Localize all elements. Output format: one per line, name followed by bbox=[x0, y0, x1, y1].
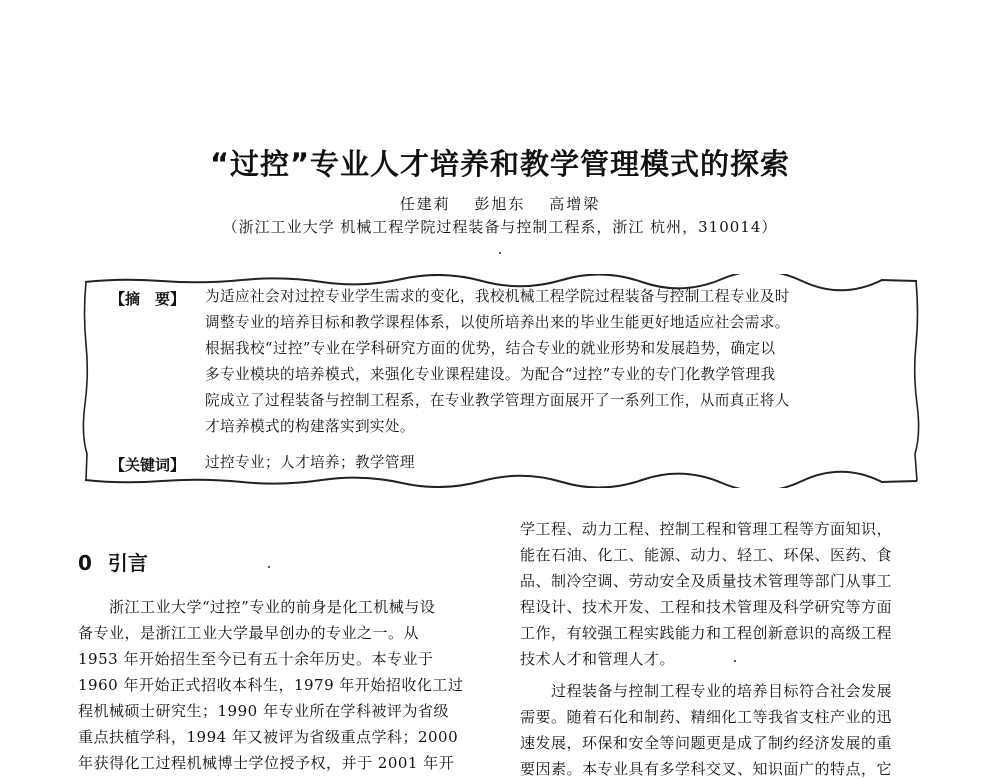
body-line: 程机械硕士研究生；1990 年专业所在学科被评为省级 bbox=[78, 702, 449, 720]
paper-title: “过控”专业人才培养和教学管理模式的探索 bbox=[209, 147, 791, 181]
body-line: 浙江工业大学“过控”专业的前身是化工机械与设 bbox=[78, 598, 436, 616]
abstract-line: 调整专业的培养目标和教学课程体系，以使所培养出来的毕业生能更好地适应社会需求。 bbox=[205, 314, 790, 331]
scan-speck bbox=[734, 660, 736, 662]
body-line: 过程装备与控制工程专业的培养目标符合社会发展 bbox=[520, 682, 893, 700]
abstract-box bbox=[82, 274, 920, 488]
keywords-text: 过控专业；人才培养；教学管理 bbox=[205, 454, 415, 471]
body-line: 程设计、技术开发、工程和技术管理及科学研究等方面 bbox=[520, 598, 893, 616]
body-line: 学工程、动力工程、控制工程和管理工程等方面知识， bbox=[520, 520, 893, 538]
abstract-line: 为适应社会对过控专业学生需求的变化，我校机械工程学院过程装备与控制工程专业及时 bbox=[205, 288, 790, 305]
section-heading bbox=[78, 547, 148, 576]
scan-speck bbox=[499, 252, 501, 254]
body-line: 要因素。本专业具有多学科交叉、知识面广的特点，它 bbox=[520, 760, 893, 778]
body-line: 工作，有较强工程实践能力和工程创新意识的高级工程 bbox=[520, 624, 893, 642]
section-number: 0 bbox=[78, 551, 92, 575]
body-line: 技术人才和管理人才。 bbox=[520, 650, 676, 668]
body-line: 重点扶植学科，1994 年又被评为省级重点学科；2000 bbox=[78, 728, 459, 746]
body-line: 能在石油、化工、能源、动力、轻工、环保、医药、食 bbox=[520, 546, 893, 564]
keywords-label: 【关键词】 bbox=[110, 456, 186, 474]
body-line: 备专业，是浙江工业大学最早创办的专业之一。从 bbox=[78, 624, 420, 642]
body-line: 品、制冷空调、劳动安全及质量技术管理等部门从事工 bbox=[520, 572, 893, 590]
body-line: 需要。随着石化和制药、精细化工等我省支柱产业的迅 bbox=[520, 708, 893, 726]
body-line: 1960 年开始正式招收本科生，1979 年开始招收化工过 bbox=[78, 676, 464, 694]
section-title: 引言 bbox=[107, 551, 148, 575]
abstract-line: 院成立了过程装备与控制工程系，在专业教学管理方面展开了一系列工作，从而真正将人 bbox=[205, 392, 790, 409]
affiliation: （浙江工业大学 机械工程学院过程装备与控制工程系，浙江 杭州，310014） bbox=[222, 218, 778, 236]
scan-speck bbox=[268, 566, 270, 568]
body-line: 1953 年开始招生至今已有五十余年历史。本专业于 bbox=[78, 650, 434, 668]
abstract-line: 根据我校“过控”专业在学科研究方面的优势，结合专业的就业形势和发展趋势，确定以 bbox=[205, 340, 776, 357]
abstract-line: 才培养模式的构建落实到实处。 bbox=[205, 418, 415, 435]
abstract-label: 【摘 要】 bbox=[110, 290, 186, 308]
author-list: 任建莉 彭旭东 高增梁 bbox=[399, 195, 601, 213]
body-line: 速发展，环保和安全等问题更是成了制约经济发展的重 bbox=[520, 734, 893, 752]
body-line: 年获得化工过程机械博士学位授予权，并于 2001 年开 bbox=[78, 754, 455, 772]
abstract-line: 多专业模块的培养模式，来强化专业课程建设。为配合“过控”专业的专门化教学管理我 bbox=[205, 366, 776, 383]
